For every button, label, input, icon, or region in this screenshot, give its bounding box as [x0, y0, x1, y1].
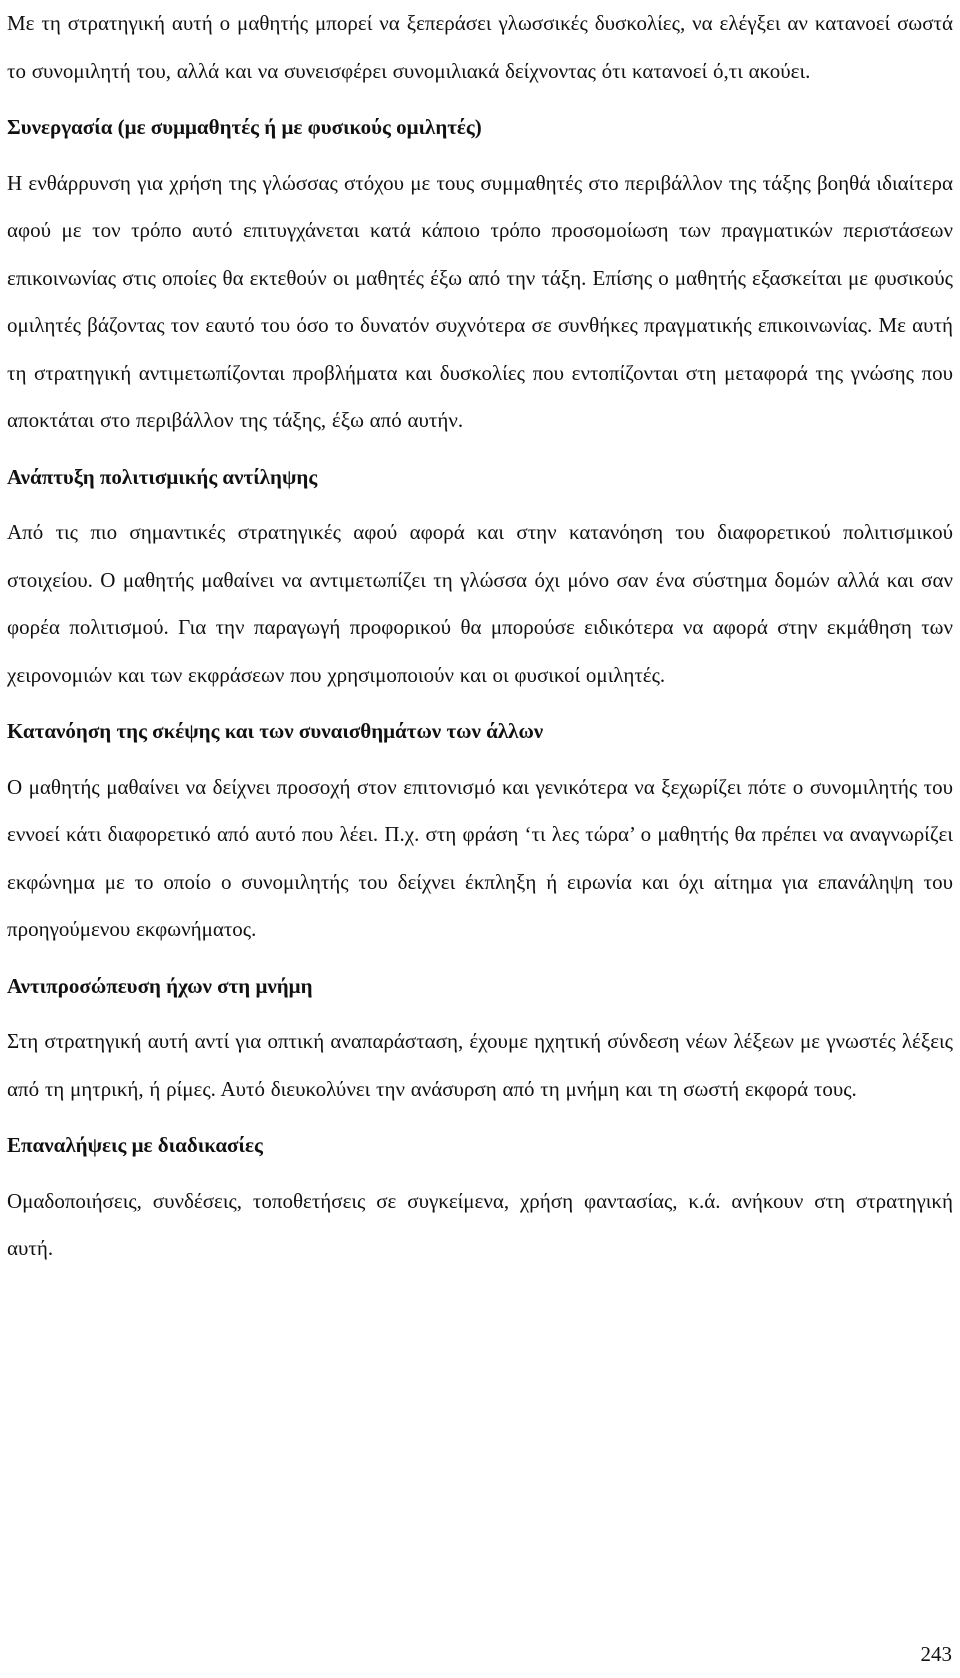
page-number: 243 [920, 1642, 952, 1666]
paragraph-understanding-others: Ο μαθητής μαθαίνει να δείχνει προσοχή στον επιτονισμό και γενικότερα να ξεχωρίζει πότε ο συνομιλητής του εννοεί κάτι διαφορετικό από αυτό που λέει. Π.χ. στη φράση ‘τι λες τώρα’ ο μαθητής θα πρέπει να αναγνωρίζει εκφώνημα με το οποίο ο συνομιλητής του δείχνει έκπληξη ή ειρωνία και όχι αίτημα για επανάληψη του προηγούμενου εκφωνήματος. [7, 774, 953, 941]
paragraph-cooperation: Η ενθάρρυνση για χρήση της γλώσσας στόχου με τους συμμαθητές στο περιβάλλον της τάξης βοηθά ιδιαίτερα αφού με τον τρόπο αυτό επιτυγχάνεται κατά κάποιο τρόπο προσομοίωση των πραγματικών περιστάσεων επικοινωνίας στις οποίες θα εκτεθούν οι μαθητές έξω από την τάξη. Επίσης ο μαθητής εξασκείται με φυσικούς ομιλητές βάζοντας τον εαυτό του όσο το δυνατόν συχνότερα σε συνθήκες πραγματικής επικοινωνίας. Με αυτή τη στρατηγική αντιμετωπίζονται προβλήματα και δυσκολίες που εντοπίζονται στη μεταφορά της γνώσης που αποκτάται στο περιβάλλον της τάξης, έξω από αυτήν. [7, 170, 953, 432]
heading-repetitions: Επαναλήψεις με διαδικασίες [7, 1133, 263, 1157]
heading-sound-representation: Αντιπροσώπευση ήχων στη μνήμη [7, 973, 313, 998]
paragraph-repetitions: Ομαδοποιήσεις, συνδέσεις, τοποθετήσεις σε συγκείμενα, χρήση φαντασίας, κ.ά. ανήκουν στη στρατηγική αυτή. [7, 1188, 953, 1260]
heading-understanding-others: Κατανόηση της σκέψης και των συναισθημάτων των άλλων [7, 719, 544, 743]
paragraph-sound-representation: Στη στρατηγική αυτή αντί για οπτική αναπαράσταση, έχουμε ηχητική σύνδεση νέων λέξεων με γνωστές λέξεις από τη μητρική, ή ρίμες. Αυτό διευκολύνει την ανάσυρση από τη μνήμη και τη σωστή εκφορά τους. [7, 1029, 953, 1101]
paragraph-intro: Με τη στρατηγική αυτή ο μαθητής μπορεί να ξεπεράσει γλωσσικές δυσκολίες, να ελέγξει αν κατανοεί σωστά το συνομιλητή του, αλλά και να συνεισφέρει συνομιλιακά δείχνοντας ότι κατανοεί ό,τι ακούει. [7, 11, 953, 83]
paragraph-cultural-awareness: Από τις πιο σημαντικές στρατηγικές αφού αφορά και στην κατανόηση του διαφορετικού πολιτισμικού στοιχείου. Ο μαθητής μαθαίνει να αντιμετωπίζει τη γλώσσα όχι μόνο σαν ένα σύστημα δομών αλλά και σαν φορέα πολιτισμού. Για την παραγωγή προφορικού θα μπορούσε ειδικότερα να αφορά στην εκμάθηση των χειρονομιών και των εκφράσεων που χρησιμοποιούν και οι φυσικοί ομιλητές. [7, 520, 953, 687]
heading-cooperation: Συνεργασία (με συμμαθητές ή με φυσικούς ομιλητές) [7, 115, 482, 139]
heading-cultural-awareness: Ανάπτυξη πολιτισμικής αντίληψης [7, 464, 318, 489]
